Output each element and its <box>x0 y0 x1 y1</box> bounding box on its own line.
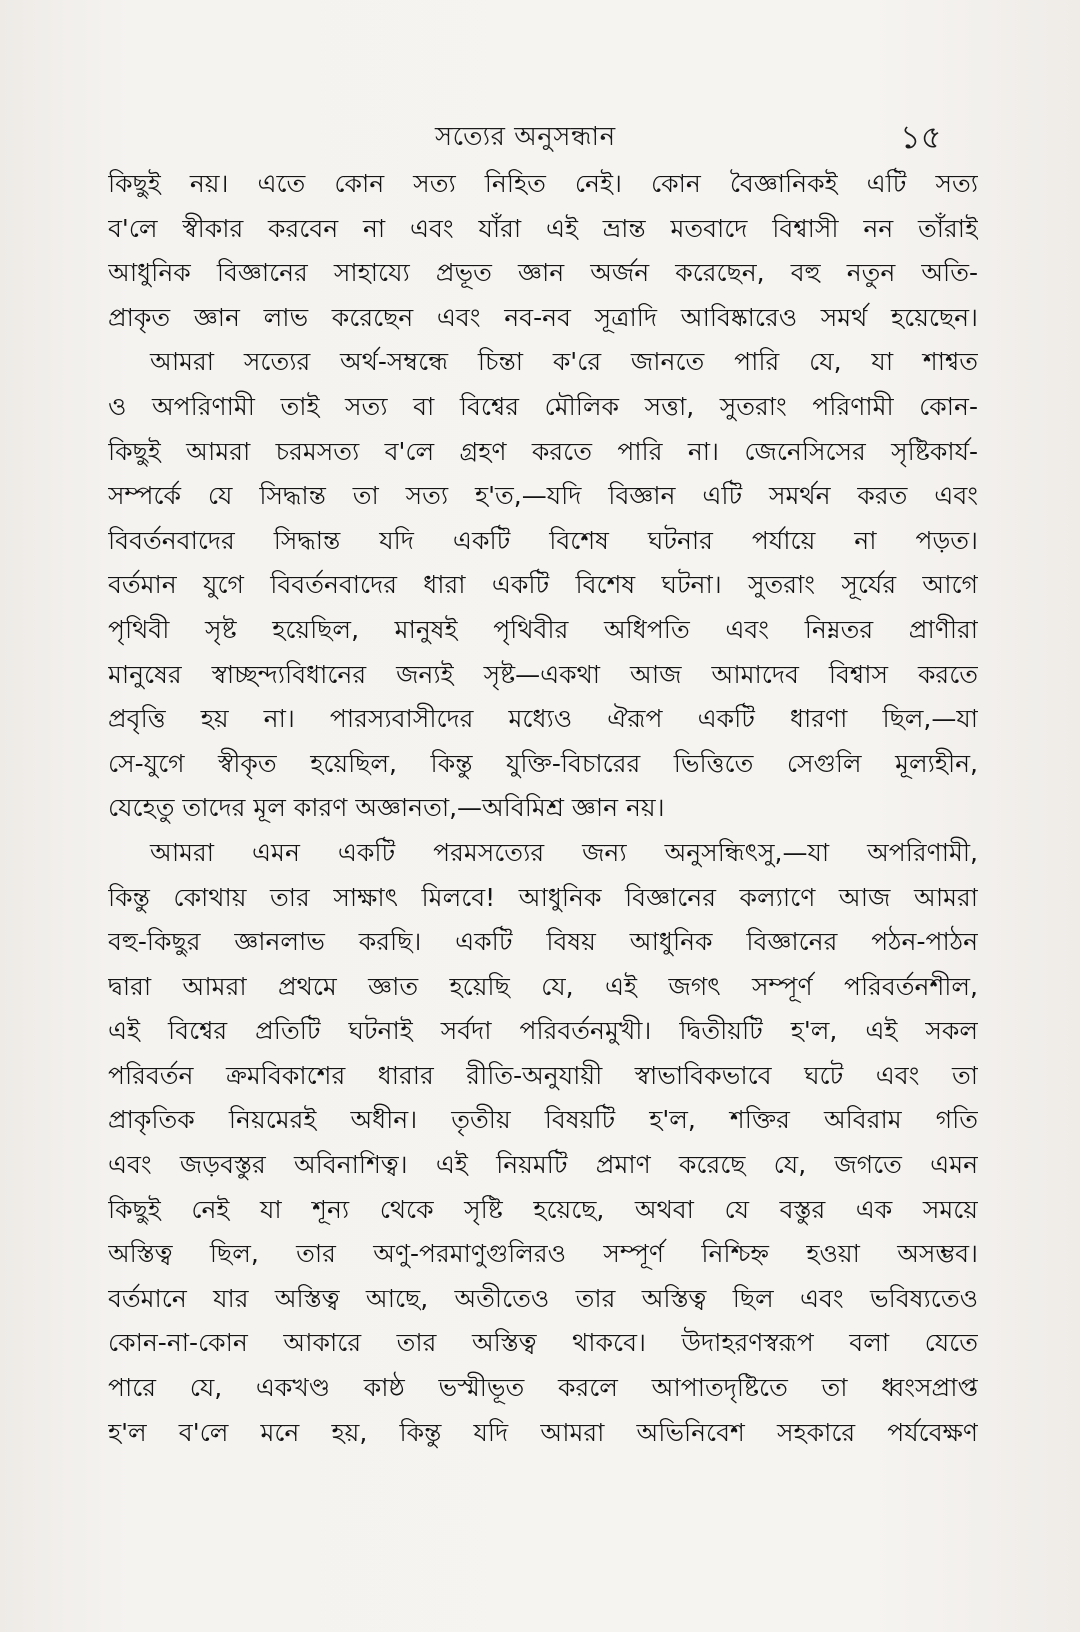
text-line: কিছুই নয়। এতে কোন সত্য নিহিত নেই। কোন বৈজ্ঞানিকই এটি সত্য <box>108 169 978 198</box>
text-line: হ'ল ব'লে মনে হয়, কিন্তু যদি আমরা অভিনিবেশ সহকারে পর্যবেক্ষণ <box>108 1417 978 1447</box>
text-line: দ্বারা আমরা প্রথমে জ্ঞাত হয়েছি যে, এই জগৎ সম্পূর্ণ পরিবর্তনশীল, <box>108 971 978 1001</box>
text-line: এবং জড়বস্তুর অবিনাশিত্ব। এই নিয়মটি প্রমাণ করেছে যে, জগতে এমন <box>108 1150 978 1180</box>
text-line: প্রাকৃতিক নিয়মেরই অধীন। তৃতীয় বিষয়টি হ'ল, শক্তির অবিরাম গতি <box>108 1105 978 1135</box>
page-header <box>0 116 1080 156</box>
text-line: প্রবৃত্তি হয় না। পারস্যবাসীদের মধ্যেও ঐরূপ একটি ধারণা ছিল,—যা <box>108 704 978 734</box>
body-text <box>108 162 978 1455</box>
text-line: এই বিশ্বের প্রতিটি ঘটনাই সর্বদা পরিবর্তনমুখী। দ্বিতীয়টি হ'ল, এই সকল <box>108 1016 978 1046</box>
text-line: বর্তমানে যার অস্তিত্ব আছে, অতীতেও তার অস্তিত্ব ছিল এবং ভবিষ্যতেও <box>108 1283 978 1313</box>
text-line: প্রাকৃত জ্ঞান লাভ করেছেন এবং নব-নব সূত্রাদি আবিষ্কারেও সমর্থ হয়েছেন। <box>108 302 978 332</box>
text-line: পরিবর্তন ক্রমবিকাশের ধারার রীতি-অনুযায়ী স্বাভাবিকভাবে ঘটে এবং তা <box>108 1060 978 1090</box>
paragraph-end-line: যেহেতু তাদের মূল কারণ অজ্ঞানতা,—অবিমিশ্র জ্ঞান নয়। <box>108 793 665 823</box>
running-title: সত্যের অনুসন্ধান <box>435 122 616 152</box>
text-line: সে-যুগে স্বীকৃত হয়েছিল, কিন্তু যুক্তি-বিচারের ভিত্তিতে সেগুলি মূল্যহীন, <box>108 748 978 778</box>
text-line: আধুনিক বিজ্ঞানের সাহায্যে প্রভূত জ্ঞান অর্জন করেছেন, বহু নতুন অতি- <box>108 258 978 288</box>
text-line: বিবর্তনবাদের সিদ্ধান্ত যদি একটি বিশেষ ঘটনার পর্যায়ে না পড়ত। <box>108 525 978 555</box>
text-line: ব'লে স্বীকার করবেন না এবং যাঁরা এই ভ্রান্ত মতবাদে বিশ্বাসী নন তাঁরাই <box>108 213 978 243</box>
text-line: বহু-কিছুর জ্ঞানলাভ করছি। একটি বিষয় আধুনিক বিজ্ঞানের পঠন-পাঠন <box>108 927 978 957</box>
text-line: অস্তিত্ব ছিল, তার অণু-পরমাণুগুলিরও সম্পূর্ণ নিশ্চিহ্ন হওয়া অসম্ভব। <box>108 1239 978 1269</box>
text-line: মানুষের স্বাচ্ছন্দ্যবিধানের জন্যই সৃষ্ট—একথা আজ আমাদেব বিশ্বাস করতে <box>108 659 978 689</box>
page-number: ১৫ <box>900 118 942 156</box>
text-line: পৃথিবী সৃষ্ট হয়েছিল, মানুষই পৃথিবীর অধিপতি এবং নিম্নতর প্রাণীরা <box>108 614 978 644</box>
text-line: কোন-না-কোন আকারে তার অস্তিত্ব থাকবে। উদাহরণস্বরূপ বলা যেতে <box>108 1328 978 1358</box>
paragraph-start-line: আমরা সত্যের অর্থ-সম্বন্ধে চিন্তা ক'রে জানতে পারি যে, যা শাশ্বত <box>150 347 978 377</box>
text-line: বর্তমান যুগে বিবর্তনবাদের ধারা একটি বিশেষ ঘটনা। সুতরাং সূর্যের আগে <box>108 570 978 600</box>
text-line: ও অপরিণামী তাই সত্য বা বিশ্বের মৌলিক সত্তা, সুতরাং পরিণামী কোন- <box>108 391 978 421</box>
paragraph-start-line: আমরা এমন একটি পরমসত্যের জন্য অনুসন্ধিৎসু,—যা অপরিণামী, <box>150 837 978 867</box>
text-line: কিছুই নেই যা শূন্য থেকে সৃষ্টি হয়েছে, অথবা যে বস্তুর এক সময়ে <box>108 1194 978 1224</box>
text-line: পারে যে, একখণ্ড কাষ্ঠ ভস্মীভূত করলে আপাতদৃষ্টিতে তা ধ্বংসপ্রাপ্ত <box>108 1373 978 1403</box>
text-line: কিছুই আমরা চরমসত্য ব'লে গ্রহণ করতে পারি না। জেনেসিসের সৃষ্টিকার্য- <box>108 436 978 466</box>
text-line: কিন্তু কোথায় তার সাক্ষাৎ মিলবে! আধুনিক বিজ্ঞানের কল্যাণে আজ আমরা <box>108 882 978 912</box>
text-line: সম্পর্কে যে সিদ্ধান্ত তা সত্য হ'ত,—যদি বিজ্ঞান এটি সমর্থন করত এবং <box>108 481 978 511</box>
